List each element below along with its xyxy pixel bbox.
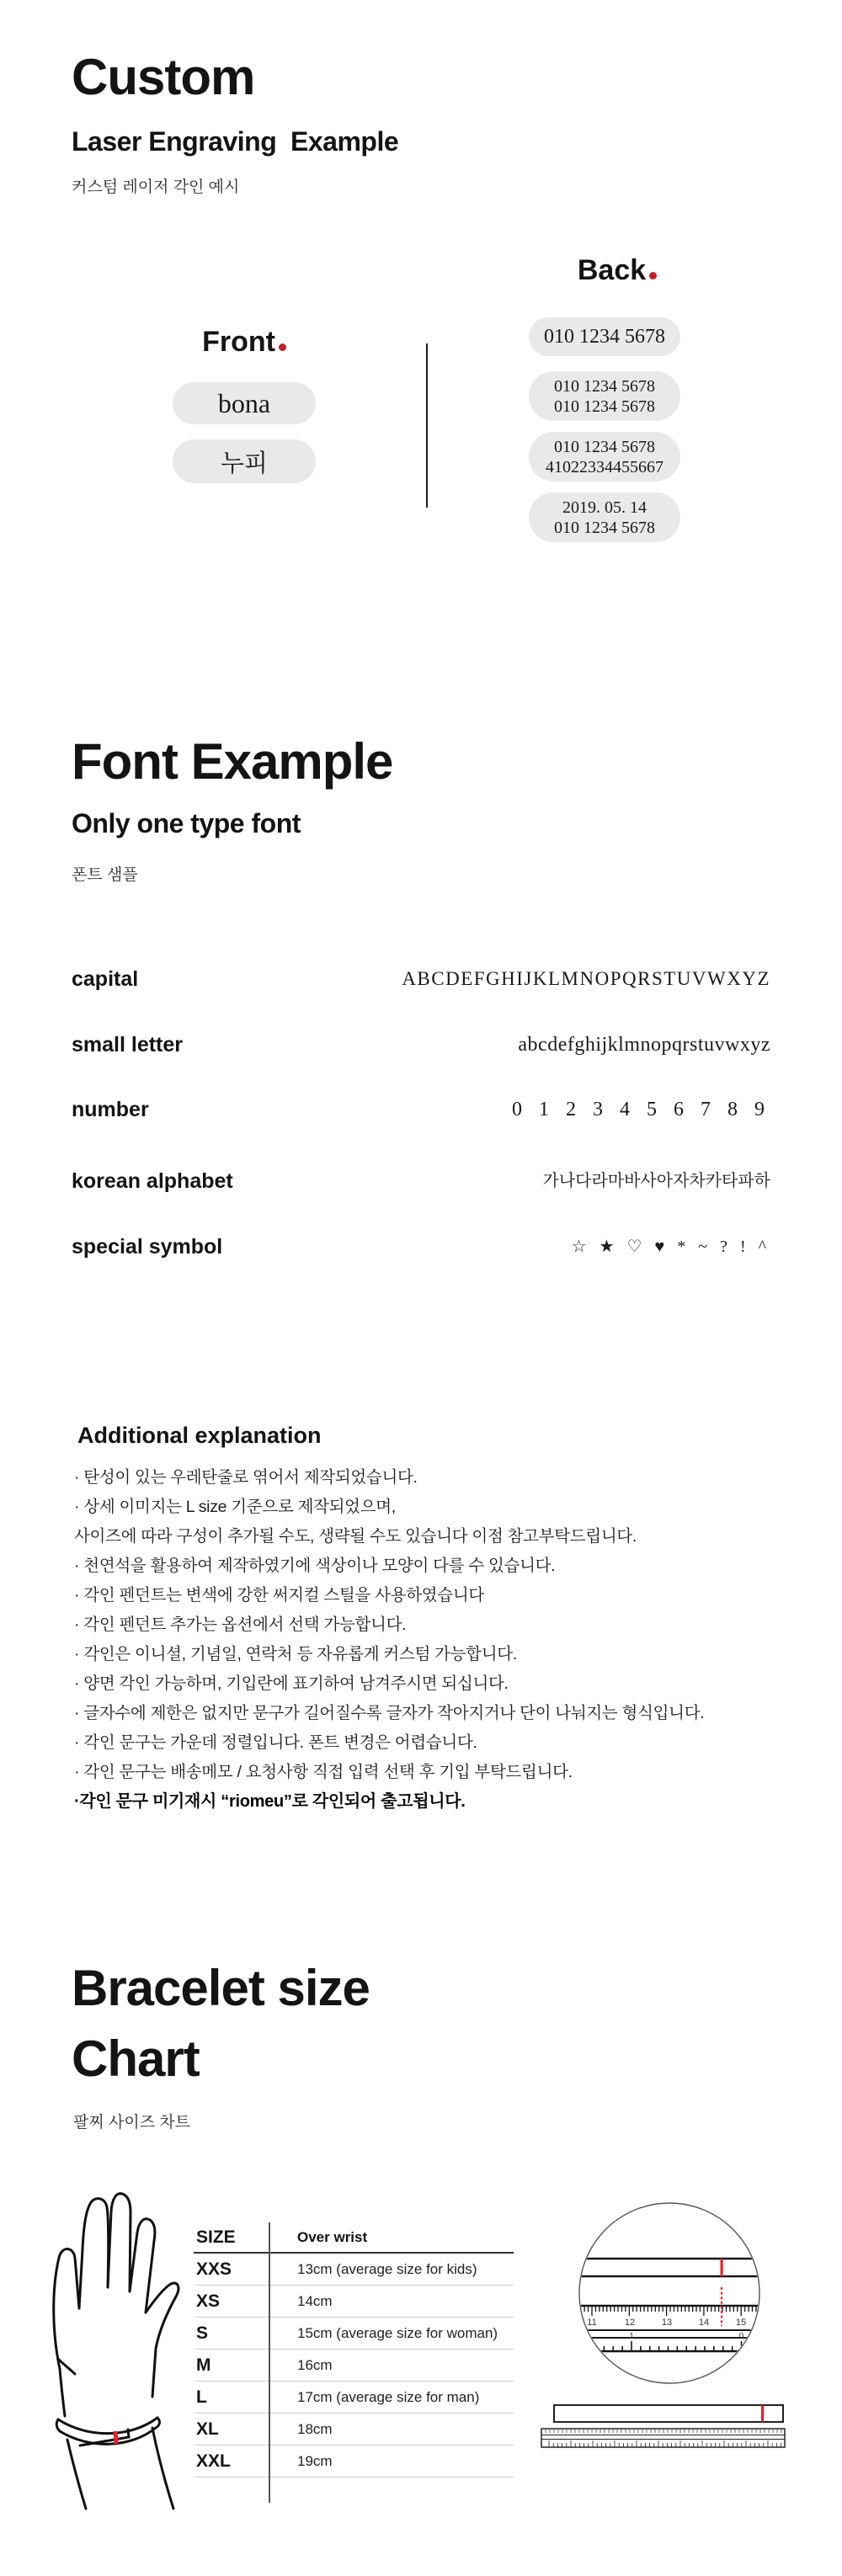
ruler-number: 14 <box>698 2318 710 2328</box>
size-cell: XXL <box>196 2451 231 2471</box>
band-red-marker <box>761 2405 764 2422</box>
red-dot-icon <box>649 272 657 279</box>
table-row <box>194 2318 514 2350</box>
table-row <box>194 2446 514 2478</box>
front-engraving-pill <box>173 382 316 424</box>
engraving-text: 010 1234 5678 <box>544 325 665 348</box>
value-cell: 15cm (average size for woman) <box>297 2324 498 2341</box>
front-label-text: Front <box>202 326 275 358</box>
custom-section-subtitle-kr: 커스텀 레이저 각인 예시 <box>72 178 240 196</box>
magnifier-circle <box>579 2203 759 2383</box>
engraving-text: 41022334455667 <box>546 457 663 476</box>
band-red-marker <box>721 2259 723 2276</box>
engraving-text: 010 1234 5678 <box>554 397 655 416</box>
table-row <box>194 2254 514 2286</box>
note-line: · 각인 펜던트 추가는 옵션에서 선택 가능합니다. <box>74 1615 407 1634</box>
front-column-label <box>160 327 328 356</box>
note-line-emphasis: ·각인 문구 미기재시 “riomeu”로 각인되어 출고됩니다. <box>74 1792 466 1811</box>
font-row-sample: ABCDEFGHIJKLMNOPQRSTUVWXYZ <box>402 968 770 989</box>
table-row <box>194 2414 514 2446</box>
additional-title: Additional explanation <box>77 1423 322 1448</box>
note-line: · 글자수에 제한은 없지만 문구가 길어질수록 글자가 작아지거나 단이 나눠지는 형식입니다. <box>74 1704 705 1722</box>
size-cell: XXS <box>196 2259 232 2279</box>
note-line: · 각인은 이니셜, 기념일, 연락처 등 자유롭게 커스텀 가능합니다. <box>74 1645 517 1663</box>
font-row-label: korean alphabet <box>72 1169 233 1193</box>
inch-number: 0 <box>738 2332 744 2341</box>
engraving-text: 2019. 05. 14 <box>562 498 647 517</box>
note-line: · 천연석을 활용하여 제작하였기에 색상이나 모양이 다를 수 있습니다. <box>74 1557 556 1575</box>
ruler-number: 11 <box>587 2318 597 2328</box>
col-header-size: SIZE <box>196 2227 236 2247</box>
ruler-number: 12 <box>624 2318 636 2328</box>
font-row-sample: 0 1 2 3 4 5 6 7 8 9 <box>512 1099 770 1120</box>
wrist-measure-diagram <box>539 2193 808 2454</box>
font-row-sample: 가나다라마바사아자차카타파하 <box>542 1172 770 1190</box>
bracelet-title-line1: Bracelet size <box>72 1960 370 2016</box>
bracelet-subtitle-kr: 팔찌 사이즈 차트 <box>73 2114 191 2132</box>
note-line: 사이즈에 따라 구성이 추가될 수도, 생략될 수도 있습니다 이점 참고부탁드립니다. <box>74 1527 637 1546</box>
red-dot-icon <box>279 343 286 351</box>
note-line: · 양면 각인 가능하며, 기입란에 표기하여 남겨주시면 되십니다. <box>74 1674 509 1693</box>
font-row-small-letter <box>72 1032 770 1057</box>
font-row-label: special symbol <box>72 1235 223 1259</box>
font-row-label: capital <box>72 967 139 991</box>
value-cell: 14cm <box>297 2292 333 2309</box>
back-engraving-pill <box>529 317 680 356</box>
note-line: · 각인 문구는 배송메모 / 요청사항 직접 입력 선택 후 기입 부탁드립니다. <box>74 1763 573 1781</box>
value-cell: 16cm <box>297 2356 333 2373</box>
value-cell: 19cm <box>297 2452 333 2469</box>
font-row-sample: abcdefghijklmnopqrstuvwxyz <box>518 1034 770 1056</box>
value-cell: 13cm (average size for kids) <box>297 2260 477 2277</box>
size-cell: XL <box>196 2419 219 2439</box>
font-row-korean <box>72 1168 770 1194</box>
engraving-text: 010 1234 5678 <box>554 518 655 537</box>
value-cell: 18cm <box>297 2420 333 2437</box>
ruler-strip <box>541 2429 785 2447</box>
measuring-band-strip <box>554 2405 783 2422</box>
back-engraving-pill <box>529 432 680 482</box>
custom-section-subtitle: Laser Engraving Example <box>72 126 399 157</box>
back-column-label <box>533 256 701 285</box>
note-line: · 각인 펜던트는 변색에 강한 써지컬 스틸을 사용하였습니다 <box>74 1586 484 1605</box>
inch-number: 1 <box>629 2332 634 2341</box>
font-row-special <box>72 1234 770 1259</box>
table-row <box>194 2382 514 2414</box>
value-cell: 17cm (average size for man) <box>297 2388 480 2405</box>
engraving-text: 010 1234 5678 <box>554 437 655 456</box>
font-row-capital <box>72 966 770 992</box>
engraving-text: 누피 <box>220 450 269 477</box>
size-table <box>194 2222 514 2478</box>
note-line: · 각인 문구는 가운데 정렬입니다. 폰트 변경은 어렵습니다. <box>74 1733 477 1752</box>
size-cell: S <box>196 2323 209 2343</box>
back-engraving-pill <box>529 371 680 421</box>
font-section-subtitle-kr: 폰트 샘플 <box>72 866 138 884</box>
bracelet-title-line2: Chart <box>72 2030 200 2087</box>
size-cell: XS <box>196 2291 221 2311</box>
note-line: · 상세 이미지는 L size 기준으로 제작되었으며, <box>74 1498 396 1516</box>
ruler-number: 15 <box>735 2318 747 2328</box>
table-column-divider <box>269 2222 270 2503</box>
font-section-subtitle: Only one type font <box>72 808 301 838</box>
additional-list <box>74 1463 704 1817</box>
font-row-label: small letter <box>72 1033 184 1056</box>
custom-section-title: Custom <box>72 49 255 105</box>
table-row <box>194 2286 514 2318</box>
hand-with-bracelet-illustration <box>29 2148 185 2510</box>
col-header-wrist: Over wrist <box>297 2228 368 2245</box>
note-line: · 탄성이 있는 우레탄줄로 엮어서 제작되었습니다. <box>74 1468 418 1487</box>
front-engraving-pill <box>173 439 316 483</box>
font-row-label: number <box>72 1098 149 1121</box>
size-cell: L <box>196 2387 207 2407</box>
back-engraving-pill <box>529 492 680 542</box>
font-row-sample: ☆ ★ ♡ ♥ * ~ ? ! ^ <box>571 1237 770 1256</box>
engraving-text: 010 1234 5678 <box>554 376 655 396</box>
size-cell: M <box>196 2355 211 2375</box>
engraving-text: bona <box>217 387 271 418</box>
ruler-number: 13 <box>661 2318 673 2328</box>
back-label-text: Back <box>577 254 647 286</box>
table-header-row <box>194 2222 514 2254</box>
table-row <box>194 2350 514 2382</box>
front-back-divider <box>426 343 428 508</box>
font-row-number <box>72 1097 770 1122</box>
font-section-title: Font Example <box>72 733 393 790</box>
